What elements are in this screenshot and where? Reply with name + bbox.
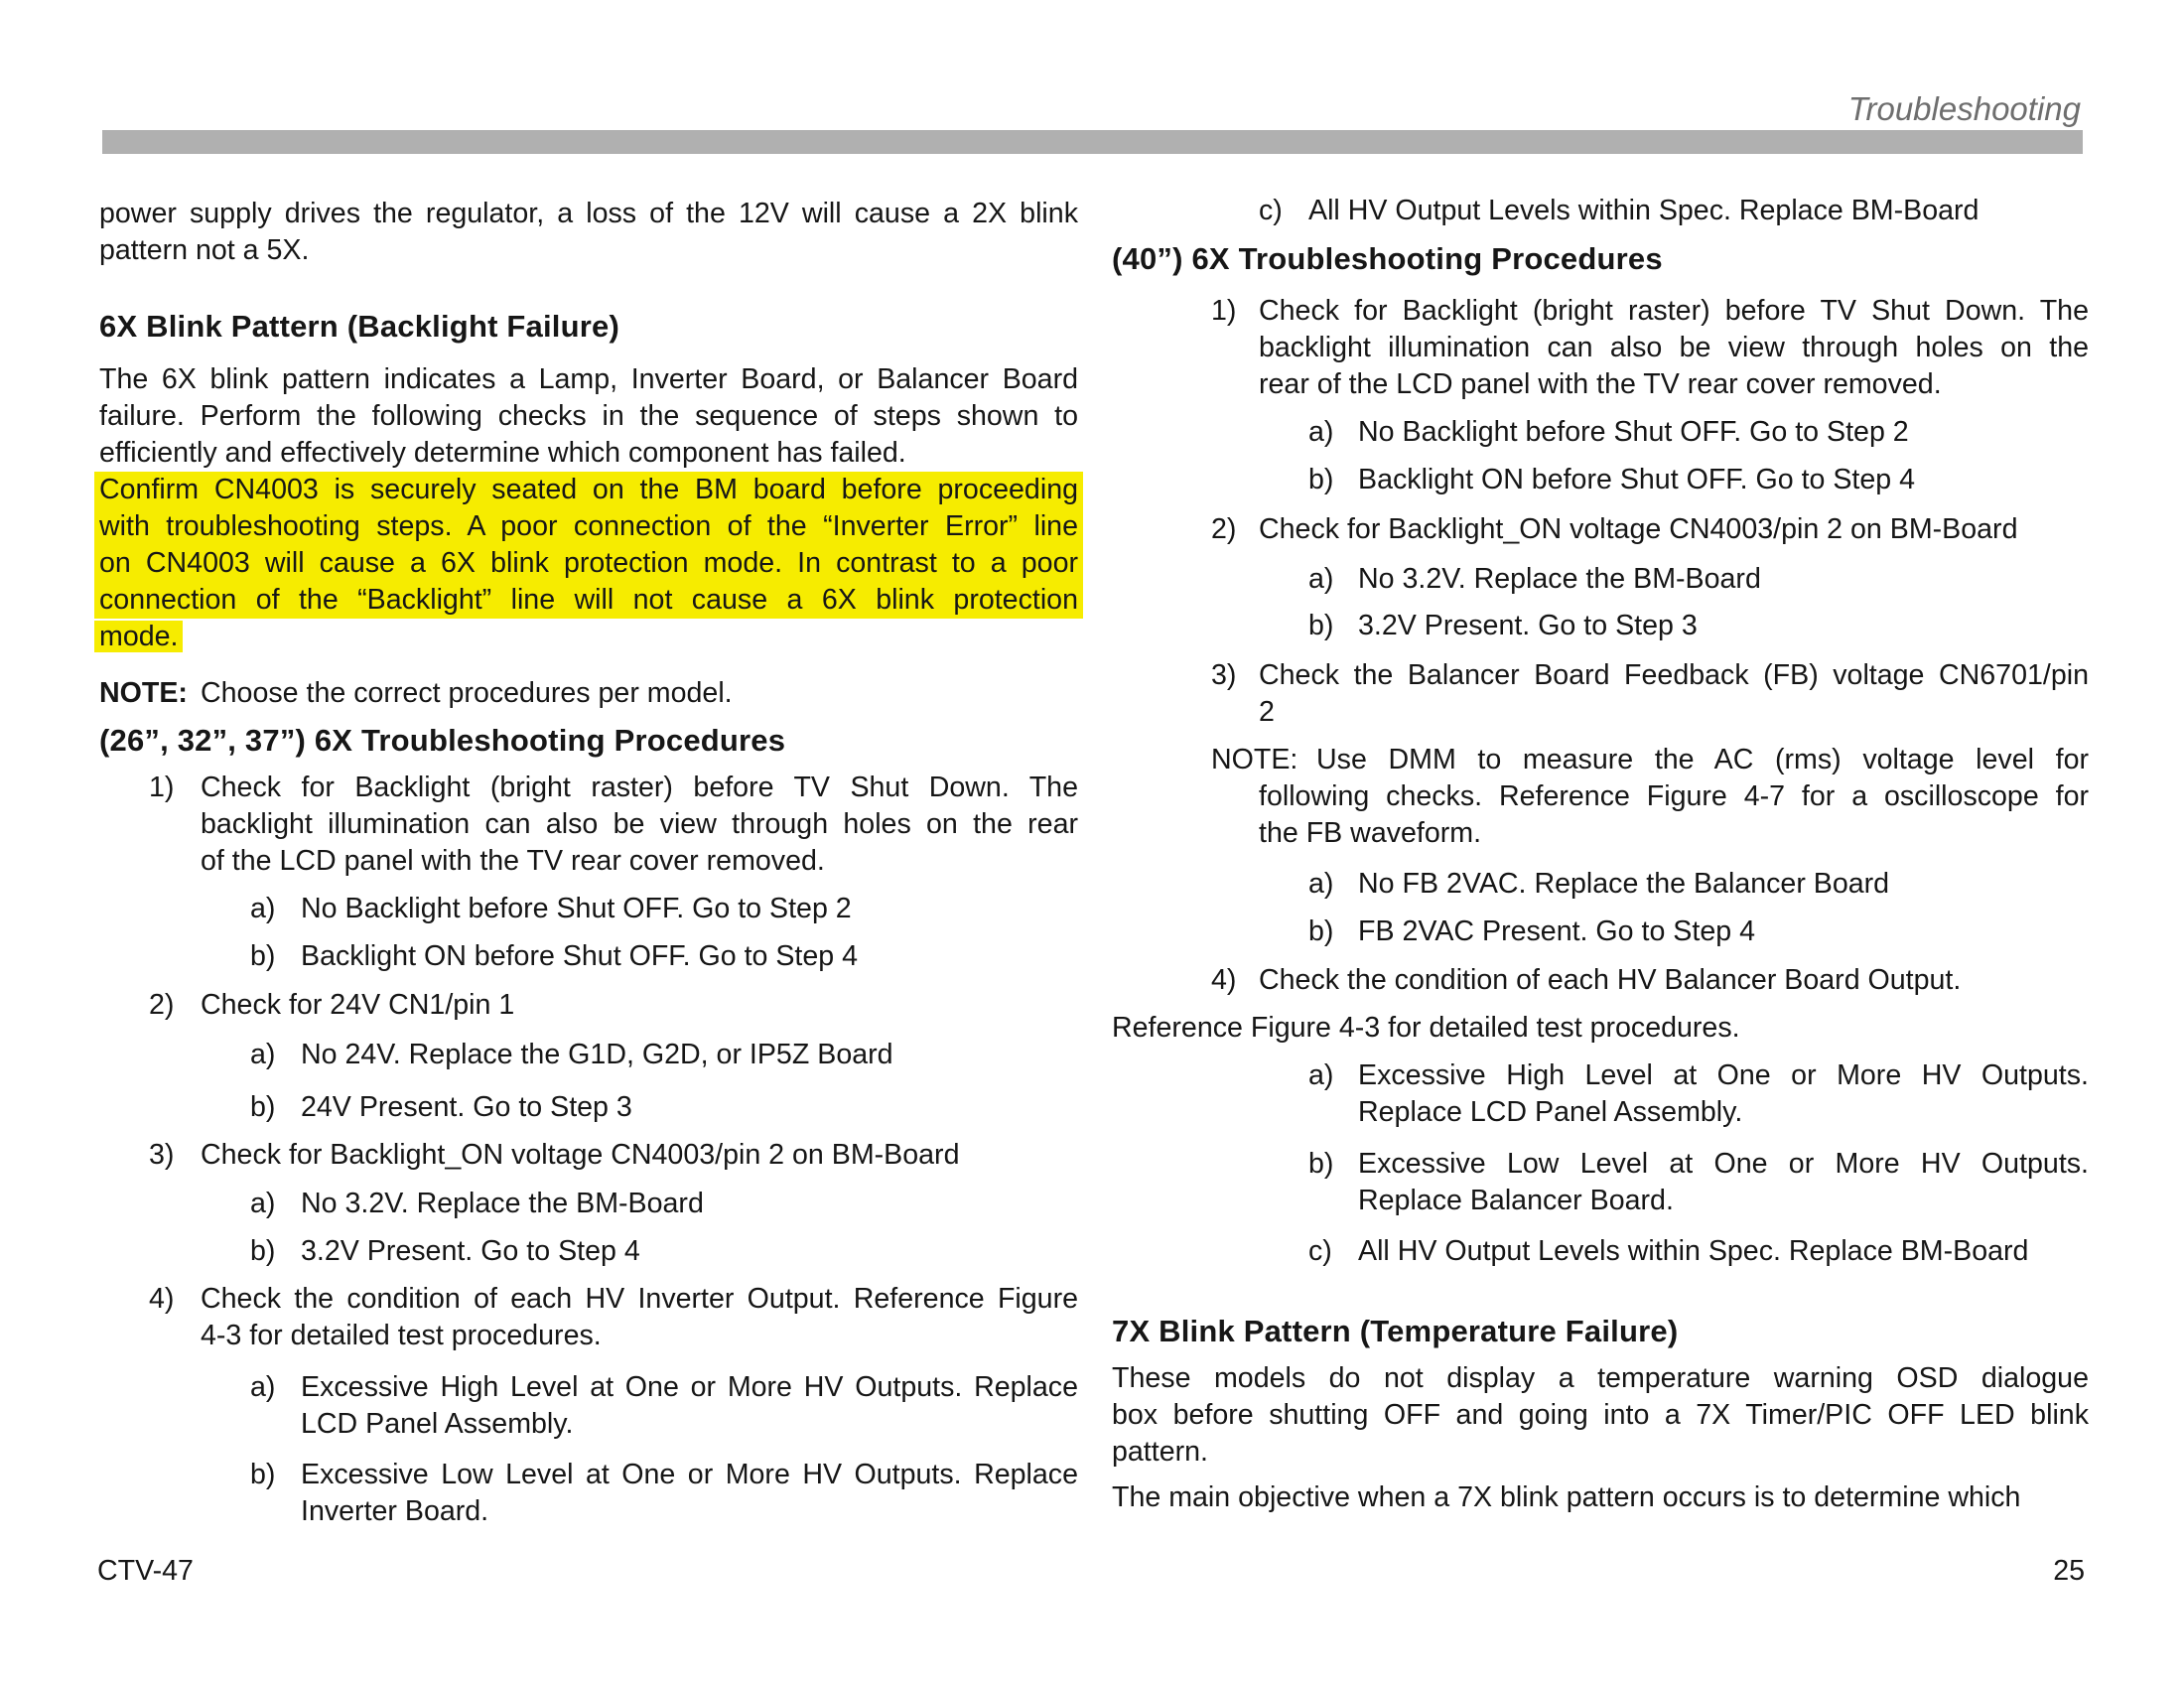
text-line: No 24V. Replace the G1D, G2D, or IP5Z Board	[301, 1039, 893, 1070]
text-line: 4-3 for detailed test procedures.	[201, 1320, 602, 1351]
procedures-heading-40: (40”) 6X Troubleshooting Procedures	[1112, 241, 1663, 276]
list-marker: b)	[1308, 915, 1334, 947]
step-4b	[99, 1457, 1078, 1530]
step-4a	[99, 1369, 1078, 1443]
text-line: LCD Panel Assembly.	[301, 1408, 574, 1440]
text-line: Reference Figure 4-3 for detailed test procedures.	[1112, 1012, 1740, 1044]
list-marker: a)	[250, 1188, 276, 1219]
step-2a	[1112, 561, 2089, 598]
step-4	[1112, 962, 2089, 999]
list-marker: a)	[250, 1039, 276, 1070]
step-4	[99, 1281, 1078, 1354]
left-column	[99, 196, 1078, 1530]
section-intro-paragraph	[99, 361, 1078, 472]
text-line: 3.2V Present. Go to Step 3	[1358, 610, 1698, 641]
step-3a	[99, 1186, 1078, 1222]
step-3	[99, 1137, 1078, 1174]
text-line: Check for Backlight_ON voltage CN4003/pin 2 on BM-Board	[1259, 513, 2018, 545]
step-3b	[99, 1233, 1078, 1270]
page-header-title: Troubleshooting	[1847, 90, 2081, 127]
text-line: of the LCD panel with the TV rear cover removed.	[201, 845, 825, 877]
text-line: Check for Backlight (bright raster) before TV Shut Down. The	[1259, 295, 2089, 327]
list-marker: b)	[250, 1459, 276, 1490]
paragraph-7x-2	[1112, 1479, 2089, 1516]
step-4a	[1112, 1057, 2089, 1131]
text-line: backlight illumination can also be view through holes on the	[1259, 332, 2089, 363]
text-line: efficiently and effectively determine which component has failed.	[99, 437, 906, 469]
list-marker: c)	[1259, 195, 1283, 226]
section-heading-7x: 7X Blink Pattern (Temperature Failure)	[1112, 1314, 1679, 1348]
list-marker: b)	[1308, 610, 1334, 641]
text-line: These models do not display a temperature warning OSD dialogue	[1112, 1362, 2089, 1394]
text-line: Backlight ON before Shut OFF. Go to Step 4	[301, 940, 859, 972]
list-marker: 4)	[1211, 964, 1237, 996]
note-text: Choose the correct procedures per model.	[201, 677, 733, 709]
list-marker: 4)	[149, 1283, 175, 1315]
text-line: No Backlight before Shut OFF. Go to Step 2	[301, 893, 852, 924]
text-line: Check the Balancer Board Feedback (FB) voltage CN6701/pin	[1259, 659, 2089, 691]
reference-line	[1112, 1010, 2089, 1047]
text-line: with troubleshooting steps. A poor connection of the “Inverter Error” line	[99, 508, 1078, 545]
intro-paragraph	[99, 196, 1078, 269]
text-line: Excessive High Level at One or More HV Outputs.	[1358, 1059, 2089, 1091]
text-line: pattern.	[1112, 1436, 1208, 1468]
text-line: power supply drives the regulator, a loss of the 12V will cause a 2X blink	[99, 198, 1078, 229]
text-line: connection of the “Backlight” line will not cause a 6X blink protection	[99, 582, 1078, 619]
list-marker: b)	[1308, 1148, 1334, 1180]
step-2	[99, 987, 1078, 1024]
text-line: Confirm CN4003 is securely seated on the BM board before proceeding	[99, 472, 1078, 508]
text-line: The 6X blink pattern indicates a Lamp, Inverter Board, or Balancer Board	[99, 363, 1078, 395]
text-line: failure. Perform the following checks in the sequence of steps shown to	[99, 400, 1078, 432]
step-1b	[1112, 462, 2089, 498]
list-marker: a)	[250, 1371, 276, 1403]
footer-page-number: 25	[2053, 1555, 2085, 1587]
list-marker: 3)	[149, 1139, 175, 1171]
list-marker: 2)	[1211, 513, 1237, 545]
list-marker: a)	[250, 893, 276, 924]
text-line: No Backlight before Shut OFF. Go to Step 2	[1358, 416, 1909, 448]
list-marker: 2)	[149, 989, 175, 1021]
list-marker: b)	[250, 1235, 276, 1267]
text-line: All HV Output Levels within Spec. Replace BM-Board	[1358, 1235, 2029, 1267]
text-line: 2	[1259, 696, 1275, 728]
text-line: Check the condition of each HV Balancer Board Output.	[1259, 964, 1962, 996]
text-line: Inverter Board.	[301, 1495, 489, 1527]
step-1a	[99, 891, 1078, 927]
step-2a	[99, 1037, 1078, 1073]
step-1a	[1112, 414, 2089, 451]
list-marker: a)	[1308, 416, 1334, 448]
step-3b	[1112, 914, 2089, 950]
text-line: All HV Output Levels within Spec. Replace BM-Board	[1308, 195, 1979, 226]
text-line: FB 2VAC Present. Go to Step 4	[1358, 915, 1755, 947]
footer-document-code: CTV-47	[97, 1555, 194, 1587]
procedures-heading-26-32-37: (26”, 32”, 37”) 6X Troubleshooting Procedures	[99, 723, 786, 758]
text-line: Check for 24V CN1/pin 1	[201, 989, 515, 1021]
text-line: No FB 2VAC. Replace the Balancer Board	[1358, 868, 1890, 900]
list-marker: b)	[1308, 464, 1334, 495]
note-line	[99, 675, 1078, 712]
step-2b	[1112, 608, 2089, 644]
paragraph-7x-1	[1112, 1360, 2089, 1471]
step-4c	[1112, 1233, 2089, 1270]
note-label: NOTE:	[99, 677, 188, 709]
list-marker: a)	[1308, 1059, 1334, 1091]
text-line: the FB waveform.	[1259, 817, 1482, 849]
list-marker: b)	[250, 1091, 276, 1123]
step-4b	[1112, 1146, 2089, 1219]
list-marker: 3)	[1211, 659, 1237, 691]
text-line: rear of the LCD panel with the TV rear cover removed.	[1259, 368, 1942, 400]
list-marker: 1)	[1211, 295, 1237, 327]
text-line: Excessive Low Level at One or More HV Outputs. Replace	[301, 1459, 1078, 1490]
text-line: backlight illumination can also be view through holes on the rear	[201, 808, 1078, 840]
highlight-span: mode.	[99, 621, 179, 652]
right-column	[1112, 193, 2089, 1516]
step-1b	[99, 938, 1078, 975]
list-marker: a)	[1308, 868, 1334, 900]
text-line: box before shutting OFF and going into a 7X Timer/PIC OFF LED blink	[1112, 1399, 2089, 1431]
text-line: Excessive Low Level at One or More HV Outputs.	[1358, 1148, 2089, 1180]
text-line: Backlight ON before Shut OFF. Go to Step 4	[1358, 464, 1916, 495]
list-marker: b)	[250, 940, 276, 972]
text-line: Check for Backlight (bright raster) before TV Shut Down. The	[201, 772, 1078, 803]
text-line: Check the condition of each HV Inverter Output. Reference Figure	[201, 1283, 1078, 1315]
note-dmm	[1112, 742, 2089, 852]
text-line: following checks. Reference Figure 4-7 for a oscilloscope for	[1259, 780, 2089, 812]
step-1	[99, 770, 1078, 880]
text-line: No 3.2V. Replace the BM-Board	[301, 1188, 704, 1219]
highlighted-note	[99, 472, 1078, 655]
text-line: 3.2V Present. Go to Step 4	[301, 1235, 640, 1267]
text-line: Use DMM to measure the AC (rms) voltage level for	[1316, 744, 2089, 775]
section-heading-6x: 6X Blink Pattern (Backlight Failure)	[99, 309, 619, 344]
header-divider-bar	[102, 130, 2083, 154]
list-marker: a)	[1308, 563, 1334, 595]
text-line: Excessive High Level at One or More HV Outputs. Replace	[301, 1371, 1078, 1403]
list-marker: NOTE:	[1211, 744, 1298, 775]
text-line: The main objective when a 7X blink pattern occurs is to determine which	[1112, 1481, 2021, 1513]
step-1	[1112, 293, 2089, 403]
text-line: Check for Backlight_ON voltage CN4003/pin 2 on BM-Board	[201, 1139, 960, 1171]
text-line: Replace Balancer Board.	[1358, 1185, 1674, 1216]
text-line: No 3.2V. Replace the BM-Board	[1358, 563, 1761, 595]
text-line: pattern not a 5X.	[99, 234, 310, 266]
list-marker: 1)	[149, 772, 175, 803]
text-line: 24V Present. Go to Step 3	[301, 1091, 632, 1123]
carryover-c	[1112, 193, 2089, 229]
step-3a	[1112, 866, 2089, 903]
step-2	[1112, 511, 2089, 548]
step-3	[1112, 657, 2089, 731]
step-2b	[99, 1089, 1078, 1126]
text-line: on CN4003 will cause a 6X blink protection mode. In contrast to a poor	[99, 545, 1078, 582]
text-line: Replace LCD Panel Assembly.	[1358, 1096, 1743, 1128]
list-marker: c)	[1308, 1235, 1332, 1267]
text-line	[99, 619, 1078, 655]
